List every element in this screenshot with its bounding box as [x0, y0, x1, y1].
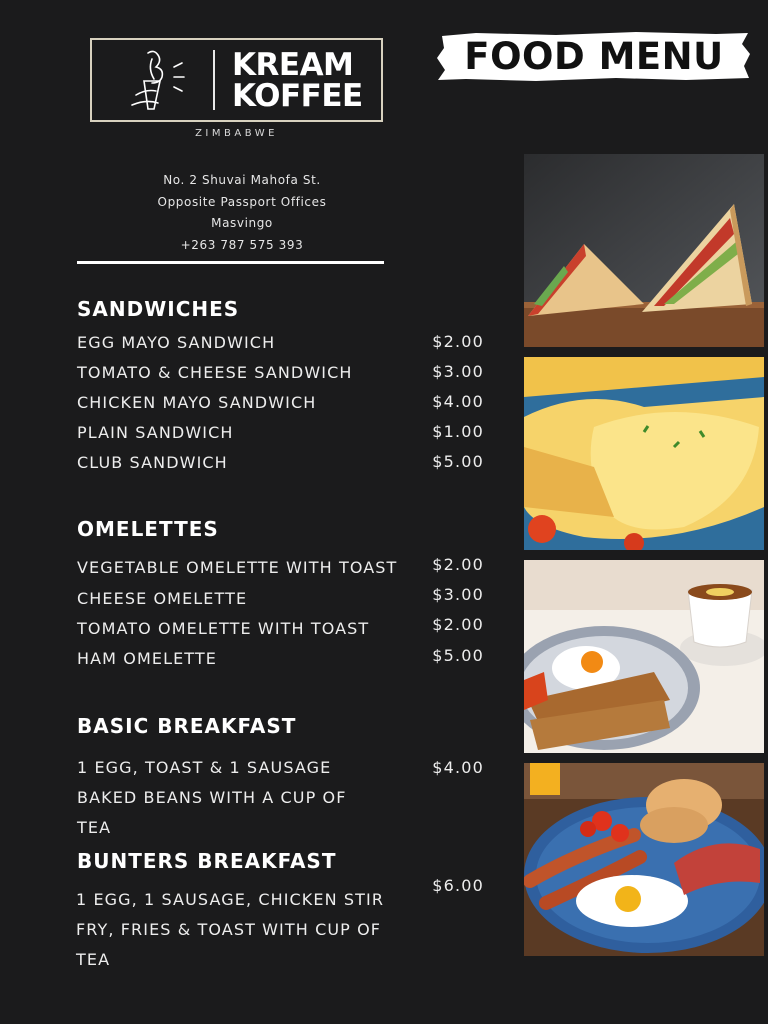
menu-item-price: $3.00 [432, 362, 484, 381]
description-line: FRY, FRIES & TOAST WITH CUP OF [76, 920, 382, 939]
section-title-bunters-breakfast: BUNTERS BREAKFAST [77, 849, 337, 873]
description-line: TEA [77, 818, 112, 837]
section-title-omelettes: OMELETTES [77, 517, 219, 541]
section-title-sandwiches: SANDWICHES [77, 297, 240, 321]
menu-item-name: TOMATO OMELETTE WITH TOAST [77, 619, 370, 638]
omelette-photo [524, 357, 764, 550]
ice-cream-figure-icon [122, 45, 194, 117]
menu-item-price: $4.00 [432, 392, 484, 411]
brand-name-line2: KOFFEE [232, 78, 363, 114]
menu-item-price: $2.00 [432, 615, 484, 634]
description-line: BAKED BEANS WITH A CUP OF [77, 788, 347, 807]
section-title-basic-breakfast: BASIC BREAKFAST [77, 714, 297, 738]
address-city: Masvingo [211, 216, 273, 230]
menu-item-price: $5.00 [432, 646, 484, 665]
address-block [110, 170, 374, 256]
menu-item-name: VEGETABLE OMELETTE WITH TOAST [77, 558, 398, 577]
brand-logo [90, 38, 383, 122]
menu-item-price: $1.00 [432, 422, 484, 441]
menu-item-price: $3.00 [432, 585, 484, 604]
menu-item-name: CLUB SANDWICH [77, 453, 228, 472]
menu-item-name: EGG MAYO SANDWICH [77, 333, 276, 352]
description-line: 1 EGG, TOAST & 1 SAUSAGE [77, 758, 332, 777]
description-line: 1 EGG, 1 SAUSAGE, CHICKEN STIR [76, 890, 385, 909]
menu-item-price: $2.00 [432, 332, 484, 351]
menu-item-name: TOMATO & CHEESE SANDWICH [77, 363, 353, 382]
address-landmark: Opposite Passport Offices [157, 194, 327, 209]
page-title: FOOD MENU [464, 34, 724, 78]
menu-item-name: CHICKEN MAYO SANDWICH [77, 393, 317, 412]
menu-item-name: PLAIN SANDWICH [77, 423, 234, 442]
basic-breakfast-price: $4.00 [432, 758, 484, 777]
menu-item-name: CHEESE OMELETTE [77, 589, 248, 608]
menu-item-price: $2.00 [432, 555, 484, 574]
menu-item-name: HAM OMELETTE [77, 649, 217, 668]
full-breakfast-photo [524, 763, 764, 956]
divider-rule [77, 261, 384, 264]
bunters-breakfast-price: $6.00 [432, 876, 484, 895]
sandwich-photo [524, 154, 764, 347]
address-street: No. 2 Shuvai Mahofa St. [163, 173, 321, 187]
brand-name-line1: KREAM [232, 47, 354, 83]
brand-country: ZIMBABWE [195, 128, 278, 139]
description-line: TEA [76, 950, 111, 969]
basic-breakfast-description [77, 753, 407, 843]
logo-divider [213, 50, 215, 110]
menu-item-price: $5.00 [432, 452, 484, 471]
breakfast-toast-photo [524, 560, 764, 753]
bunters-breakfast-description [76, 885, 406, 975]
address-phone: +263 787 575 393 [180, 237, 304, 252]
